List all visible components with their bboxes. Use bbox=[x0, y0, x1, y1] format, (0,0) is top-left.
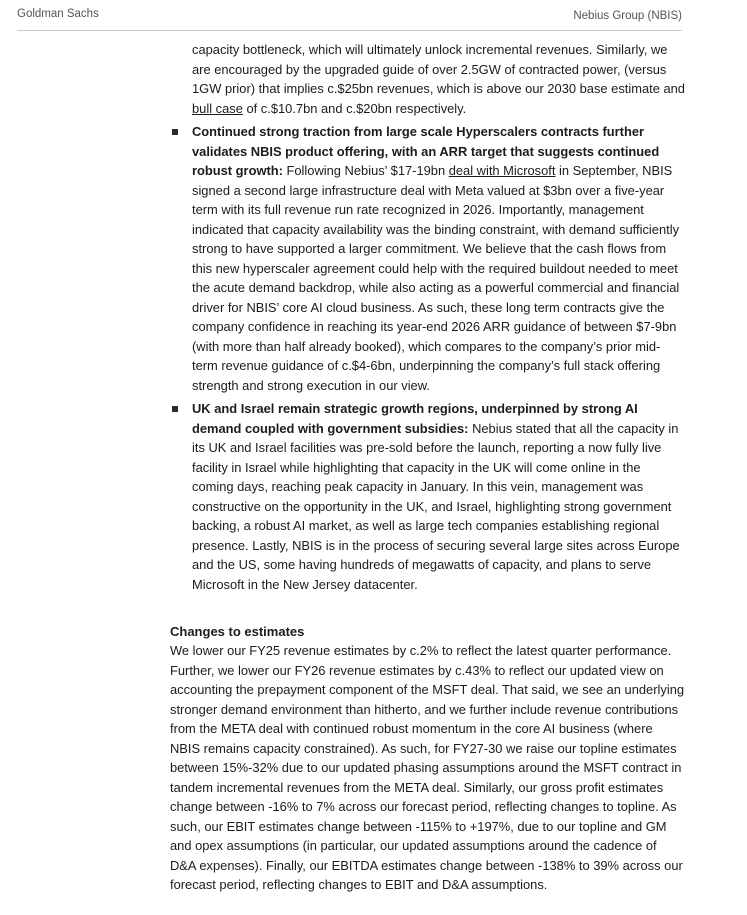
bullet-square-icon bbox=[172, 129, 178, 135]
intro-text-2: of c.$10.7bn and c.$20bn respectively. bbox=[242, 100, 467, 116]
bullet-paragraph bbox=[192, 399, 685, 594]
estimates-title: Changes to estimates bbox=[170, 624, 305, 639]
intro-text-1: capacity bottleneck, which will ultimately unlock incremental revenues. Similarly, we are encouraged by the upgraded guide of over 2.5GW of contracted power, (versus 1GW prior) that implies c.$25bn revenues, which is above our 2030 base estimate and bbox=[192, 42, 685, 96]
bullet-text-2: in September, NBIS signed a second large infrastructure deal with Meta valued at $3bn over a five-year term with its full revenue run rate recognized in 2026. Importantly, management indicated that capacity availability was the binding constraint, with demand sufficiently strong to have supported a larger commitment. We believe that the cash flows from this new hyperscaler agreement could help with the required buildout needed to meet the acute demand backdrop, while also acting as a powerful commercial and financial driver for NBIS’ core AI cloud business. As such, these long term contracts give the company confidence in reaching its year-end 2026 ARR guidance of between $7-9bn (with more than half already booked), which compares to the company’s prior mid-term revenue guidance of c.$4-6bn, underpinning the company’s full stack offering strength and strong execution in our view. bbox=[192, 163, 680, 393]
estimates-section bbox=[170, 622, 685, 895]
bullet-uk-israel bbox=[170, 399, 685, 594]
bull-case-link[interactable]: bull case bbox=[192, 100, 243, 116]
brand-name: Goldman Sachs bbox=[17, 8, 99, 20]
bullet-hyperscaler-contracts bbox=[170, 122, 685, 395]
bullet-heading: UK and Israel remain strategic growth regions, underpinned by strong AI demand coupled with government subsidies: bbox=[192, 401, 638, 436]
bullet-paragraph bbox=[192, 122, 685, 395]
report-body bbox=[170, 40, 685, 895]
bullet-text-1: Following Nebius’ $17-19bn bbox=[282, 163, 449, 178]
page-header bbox=[17, 0, 682, 31]
intro-paragraph bbox=[170, 40, 685, 118]
estimates-body: We lower our FY25 revenue estimates by c.2% to reflect the latest quarter performance. Further, we lower our FY26 revenue estimates by c.43% to reflect our updated view on accounting the prepayment component of the MSFT deal. That said, we see an underlying stronger demand environment than hitherto, and we further include revenue contributions from the META deal with continued robust momentum in the core AI business (where NBIS remains capacity constrained). As such, for FY27-30 we raise our topline estimates between 15%-32% due to our updated phasing assumptions around the MSFT contract in tandem incremental revenues from the META deal. Similarly, our gross profit estimates change between -16% to 7% across our forecast period, reflecting changes to topline. As such, our EBIT estimates change between -115% to +197%, due to our topline and GM and opex assumptions (in particular, our updated assumptions around the cadence of D&A expenses). Finally, our EBITDA estimates change between -138% to 39% across our forecast period, reflecting changes to EBIT and D&A assumptions. bbox=[170, 643, 685, 892]
report-ticker: Nebius Group (NBIS) bbox=[573, 10, 682, 22]
bullet-text-1: Nebius stated that all the capacity in its UK and Israel facilities was pre-sold before the launch, reporting a now fully live facility in Israel while highlighting that capacity in the UK will come online in the coming days, reaching peak capacity in January. In this vein, management was constructive on the opportunity in the UK, and Israel, highlighting strong government backing, a robust AI market, as well as large tech companies establishing regional presence. Lastly, NBIS is in the process of securing several large sites across Europe and the US, some having hundreds of megawatts of capacity, and plans to serve Microsoft in the New Jersey datacenter. bbox=[192, 420, 680, 592]
bullet-heading: Continued strong traction from large scale Hyperscalers contracts further validates NBIS product offering, with an ARR target that suggests continued robust growth: bbox=[192, 124, 660, 178]
microsoft-deal-link[interactable]: deal with Microsoft bbox=[448, 163, 556, 178]
bullet-square-icon bbox=[172, 406, 178, 412]
